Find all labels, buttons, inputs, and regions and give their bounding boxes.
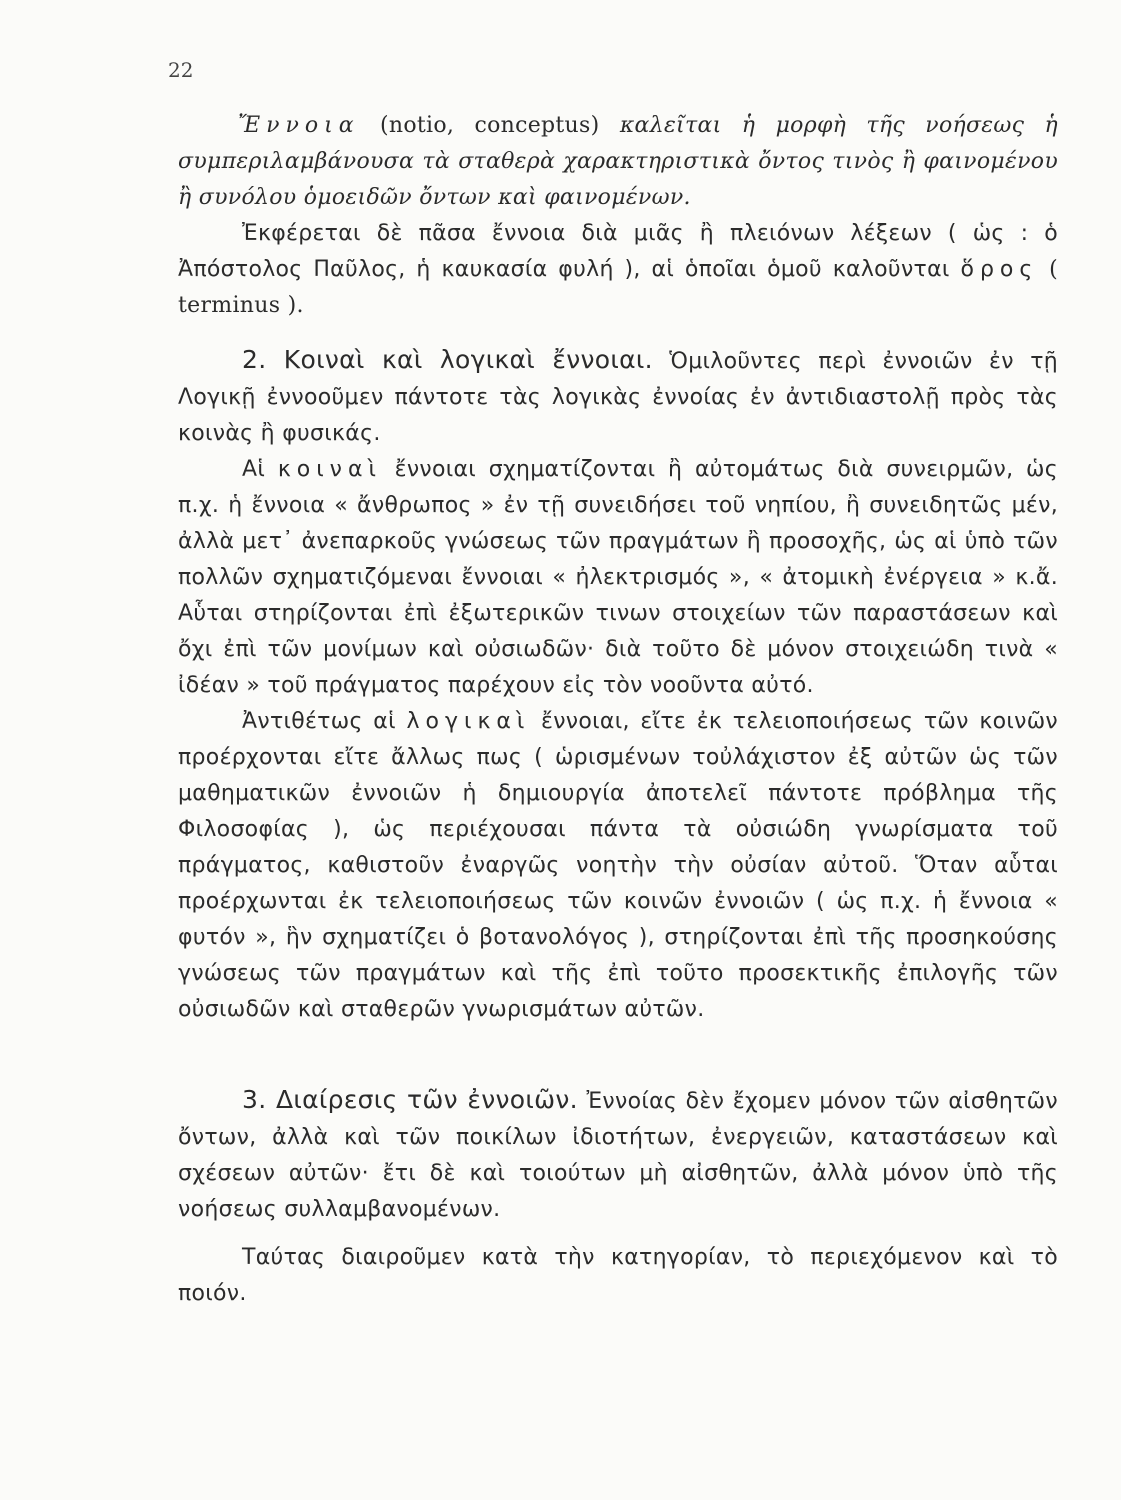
section-3-text: Ἐννοίας δὲν ἔχομεν μόνον τῶν αἰσθητῶν ὄντων, ἀλλὰ καὶ τῶν ποικίλων ἰδιοτήτων, ἐνεργειῶν, καταστάσεων καὶ σχέσεων αὐτῶν· ἔτι δὲ καὶ τοιούτων μὴ αἰσθητῶν, ἀλλὰ μόνον ὑπὸ τῆς νοήσεως συλλαμβανομένων.: [178, 1089, 1058, 1222]
paragraph-lead: Αἱ: [242, 457, 266, 482]
term-logikai: λογικαὶ: [406, 709, 531, 734]
paragraph-text: ἔννοιαι σχηματίζονται ἢ αὐτομάτως διὰ συνειρμῶν, ὡς π.χ. ἡ ἔννοια « ἄνθρωπος » ἐν τῇ συνειδήσει τοῦ νηπίου, ἢ συνειδητῶς μέν, ἀλλὰ μετ᾽ ἀνεπαρκοῦς γνώσεως τῶν πραγμάτων ἢ προσοχῆς, ὡς αἱ ὑπὸ τῶν πολλῶν σχηματιζόμεναι ἔννοιαι « ἠλεκτρισμός », « ἀτομικὴ ἐνέργεια » κ.ἄ. Αὗται στηρίζονται ἐπὶ ἐξωτερικῶν τινων στοιχείων τῶν παραστάσεων καὶ ὄχι ἐπὶ τῶν μονίμων καὶ οὐσιωδῶν· διὰ τοῦτο δὲ μόνον στοιχειώδη τινὰ « ἰδέαν » τοῦ πράγματος παρέχουν εἰς τὸν νοοῦντα αὐτό.: [178, 457, 1058, 698]
paragraph-expression: [178, 216, 1058, 324]
definition-term: Ἔννοια: [238, 113, 360, 138]
definition-text: καλεῖται ἡ μορφὴ τῆς νοήσεως ἡ συμπεριλαμβάνουσα τὰ σταθερὰ χαρακτηριστικὰ ὄντος τινὸς ἢ φαινομένου ἢ συνόλου ὁμοειδῶν ὄντων καὶ φαινομένων.: [178, 113, 1059, 210]
paragraph-common-concepts: [178, 452, 1058, 704]
page-number: 22: [168, 58, 194, 82]
page-body: [178, 108, 1058, 1312]
term-latin: ( terminus ).: [178, 257, 1059, 318]
paragraph-text: ἔννοιαι, εἴτε ἐκ τελειοποιήσεως τῶν κοινῶν προέρχονται εἴτε ἄλλως πως ( ὡρισμένων τοὐλάχιστον ἐξ αὐτῶν ὡς τῶν μαθηματικῶν ἐννοιῶν ἡ δημιουργία ἀποτελεῖ πάντοτε πρόβλημα τῆς Φιλοσοφίας ), ὡς περιέχουσαι πάντα τὰ οὐσιώδη γνωρίσματα τοῦ πράγματος, καθιστοῦν ἐναργῶς νοητὴν τὴν οὐσίαν αὐτοῦ. Ὅταν αὗται προέρχωνται ἐκ τελειοποιήσεως τῶν κοινῶν ἐννοιῶν ( ὡς π.χ. ἡ ἔννοια « φυτόν », ἣν σχηματίζει ὁ βοτανολόγος ), στηρίζονται ἐπὶ τῆς προσηκούσης γνώσεως τῶν πραγμάτων καὶ τῆς ἐπὶ τοῦτο προσεκτικῆς ἐπιλογῆς τῶν οὐσιωδῶν καὶ σταθερῶν γνωρισμάτων αὐτῶν.: [178, 709, 1059, 1022]
definition-paragraph: [178, 108, 1058, 216]
paragraph-text: Ταύτας διαιροῦμεν κατὰ τὴν κατηγορίαν, τὸ περιεχόμενον καὶ τὸ ποιόν.: [178, 1245, 1058, 1306]
paragraph-lead: Ἀντιθέτως αἱ: [242, 709, 396, 734]
section-2-text: Ὁμιλοῦντες περὶ ἐννοιῶν ἐν τῇ Λογικῇ ἐννοοῦμεν πάντοτε τὰς λογικὰς ἐννοίας ἐν ἀντιδιαστολῇ πρὸς τὰς κοινὰς ἢ φυσικάς.: [178, 349, 1059, 446]
term-koinai: κοιναὶ: [277, 457, 382, 482]
section-2-heading: 2. Κοιναὶ καὶ λογικαὶ ἔννοιαι.: [242, 345, 653, 374]
paragraph-text: Ἐκφέρεται δὲ πᾶσα ἔννοια διὰ μιᾶς ἢ πλειόνων λέξεων ( ὡς : ὁ Ἀπόστολος Παῦλος, ἡ καυκασία φυλή ), αἱ ὁποῖαι ὁμοῦ καλοῦνται: [178, 221, 1058, 282]
section-2-paragraph: [178, 342, 1058, 452]
paragraph-division: [178, 1240, 1058, 1312]
section-3-paragraph: [178, 1082, 1058, 1228]
section-3-heading: 3. Διαίρεσις τῶν ἐννοιῶν.: [242, 1085, 578, 1114]
definition-latin: (notio, conceptus): [379, 113, 600, 138]
term-horos: ὅρος: [960, 257, 1039, 282]
paragraph-logical-concepts: [178, 704, 1058, 1028]
